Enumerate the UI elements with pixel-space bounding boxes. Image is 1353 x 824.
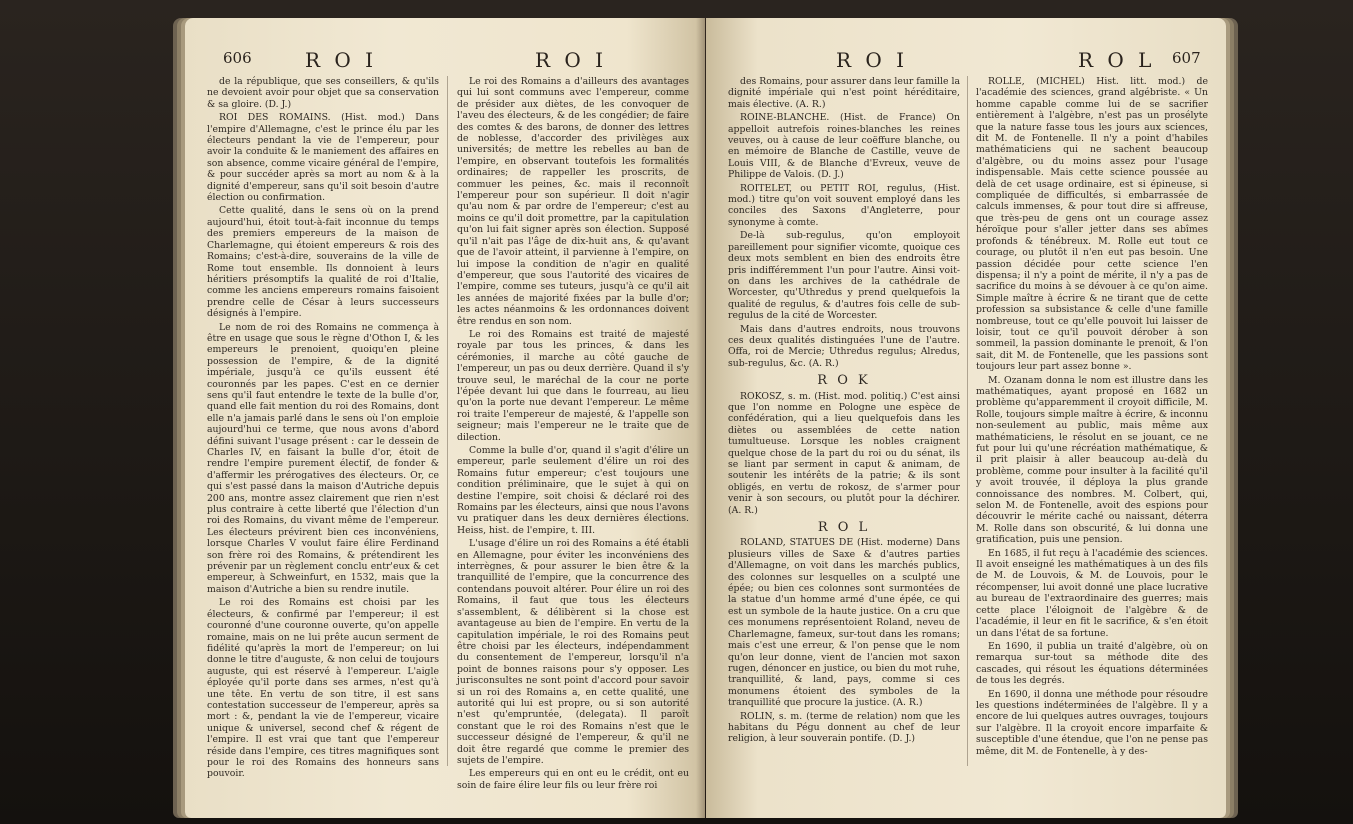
paragraph: ROLAND, STATUES DE (Hist. moderne) Dans plusieurs villes de Saxe & d'autres parties d'Allemagne, on voit dans les marchés publics, des colonnes sur lesquelles on a sculpté une épée; ou bien ces colonnes sont surmontées de la statue d'un homme armé d'une épée, ce qui est un symbole de la haute justice. On a cru que ces monumens représentoient Roland, neveu de Charlemagne, fameux, sur-tout dans les romans; mais c'est une erreur, & l'on pense que le nom qu'on leur donne, vient de l'ancien mot saxon rugen, dénoncer en justice, ou bien du mot ruhe, tranquillité, & land, pays, comme si ces monumens étoient des symboles de la tranquillité que procure la justice. (A. R.) [728,537,960,709]
column-rule [967,76,968,766]
running-head: R O I [535,48,608,72]
text-column-2 [457,76,689,793]
page-number: 606 [223,49,252,67]
section-heading: R O L [817,520,871,536]
paragraph: ROLIN, s. m. (terme de relation) nom que les habitans du Pégu donnent au chef de leur religion, à leur souverain pontife. (D. J.) [728,710,960,745]
paragraph: Mais dans d'autres endroits, nous trouvons ces deux qualités distinguées l'une de l'autre. Offa, roi de Mercie; Uthredus regulus; Alredus, sub-regulus, &c. (A. R.) [728,323,960,369]
paragraph: de la république, que ses conseillers, & qu'ils ne devoient avoir pour objet que sa conservation & sa gloire. (D. J.) [207,76,439,110]
paragraph: Les empereurs qui en ont eu le crédit, ont eu soin de faire élire leur fils ou leur frère roi [457,768,689,791]
paragraph: ROITELET, ou PETIT ROI, regulus, (Hist. mod.) titre qu'on voit souvent employé dans les conciles des Saxons d'Angleterre, pour synonyme à comte. [728,182,960,228]
paragraph: De-là sub-regulus, qu'on employoit pareillement pour signifier vicomte, quoique ces deux mots semblent en bien des endroits être pris indifféremment l'un pour l'autre. Ainsi voit-on dans les archives de la cathédrale de Worcester, qu'Uthredus y prend quelquefois la qualité de regulus, & d'autres fois celle de sub-regulus de la cité de Worcester. [728,230,960,322]
paragraph: Cette qualité, dans le sens où on la prend aujourd'hui, étoit tout-à-fait inconnue du temps des premiers empereurs de la maison de Charlemagne, qui étoient empereurs & rois des Romains; c'est-à-dire, souverains de la ville de Rome tout ensemble. Ils donnoient à leurs héritiers présomptifs la qualité de roi d'Italie, comme les anciens empereurs romains faisoient prendre celle de César à leurs successeurs désignés à l'empire. [207,205,439,320]
page-number: 607 [1172,49,1201,67]
section-heading: R O K [817,373,871,389]
paragraph: L'usage d'élire un roi des Romains a été établi en Allemagne, pour éviter les inconvéniens des interrègnes, & pour assurer le bien être & la tranquillité de l'empire, que la concurrence des contendans pouvoit altérer. Pour élire un roi des Romains, il faut que tous les électeurs s'assemblent, & délibèrent si la chose est avantageuse au bien de l'empire. En vertu de la capitulation impériale, le roi des Romains peut être choisi par les électeurs, indépendamment du consentement de l'empereur, lorsqu'il n'a point de bonnes raisons pour s'y opposer. Les jurisconsultes ne sont point d'accord pour savoir si un roi des Romains a, en cette qualité, une autorité qui lui est propre, ou si son autorité n'est qu'empruntée, (delegata). Il paroît constant que le roi des Romains n'est que le successeur désigné de l'empereur, & qu'il ne doit être regardé que comme le premier des sujets de l'empire. [457,538,689,766]
paragraph: Comme la bulle d'or, quand il s'agit d'élire un empereur, parle seulement d'élire un roi des Romains futur empereur; c'est toujours une condition préliminaire, que le sujet à qui on destine l'empire, soit choisi & déclaré roi des Romains par les électeurs, ainsi que nous l'avons vu pratiquer dans les deux dernières élections. Heiss, hist. de l'empire, t. III. [457,445,689,536]
text-column-1 [207,76,439,782]
paragraph: M. Ozanam donna le nom est illustre dans les mathématiques, ayant proposé en 1682 un problème qu'apparemment il croyoit difficile, M. Rolle, toujours simple maître à écrire, & inconnu non-seulement au public, mais même aux mathématiciens, le résolut en se jouant, ce ne fut pour lui qu'une récréation mathématique, & il prit plaisir à aller beaucoup au-delà du problème, comme pour insulter à la facilité qu'il y avoit trouvée, il déploya la plus grande connoissance des nombres. M. Colbert, qui, selon M. de Fontenelle, avoit des espions pour découvrir le mérite caché ou naissant, déterra M. Rolle dans son obscurité, & lui donna une gratification, puis une pension. [976,374,1208,546]
paragraph: En 1690, il donna une méthode pour résoudre les questions indéterminées de l'algèbre. Il y a encore de lui quelques autres ouvrages, toujours sur l'algèbre. Il la croyoit encore imparfaite & susceptible d'une étendue, que l'on ne pense pas même, dit M. de Fontenelle, à y des- [976,688,1208,757]
column-rule [447,76,448,766]
paragraph: ROINE-BLANCHE. (Hist. de France) On appelloit autrefois roines-blanches les reines veuves, ou à cause de leur coëffure blanche, ou en mémoire de Blanche de Castille, veuve de Louis VIII, & de Blanche d'Evreux, veuve de Philippe de Valois. (D. J.) [728,112,960,181]
paragraph: des Romains, pour assurer dans leur famille la dignité impériale qui n'est point héréditaire, mais élective. (A. R.) [728,76,960,110]
paragraph: En 1690, il publia un traité d'algèbre, où on remarqua sur-tout sa méthode dite des cascades, qui résout les équations déterminées de tous les degrés. [976,640,1208,687]
text-column-2 [976,76,1208,759]
paragraph: ROKOSZ, s. m. (Hist. mod. politiq.) C'est ainsi que l'on nomme en Pologne une espèce de confédération, qui a lieu quelquefois dans les diètes ou assemblées de cette nation tumultueuse. Lorsque les nobles craignent quelque chose de la part du roi ou du sénat, ils se liant par serment in caput & animam, de soutenir les intérêts de la patrie; & ils sont obligés, en vertu de rokosz, de s'armer pour venir à son secours, ou plutôt pour la déchirer. (A. R.) [728,390,960,516]
paragraph: Le nom de roi des Romains ne commença à être en usage que sous le règne d'Othon I, & les empereurs le prenoient, quoiqu'en pleine possession de l'empire, & de la dignité impériale, jusqu'à ce qu'ils eussent été couronnés par les papes. C'est en ce dernier sens qu'il faut entendre le texte de la bulle d'or, quand elle fait mention du roi des Romains, dont elle n'a jamais parlé dans le sens où l'on emploie aujourd'hui ce terme, que nous avons d'abord défini suivant l'usage présent : car le dessein de Charles IV, en faisant la bulle d'or, étoit de rendre l'empire purement électif, de fonder & d'affermir les prérogatives des électeurs. Or, ce qui s'est passé dans la maison d'Autriche depuis 200 ans, montre assez clairement que rien n'est plus contraire à cette liberté que l'élection d'un roi des Romains, du vivant même de l'empereur. Les électeurs prévirent bien ces inconvéniens, lorsque Charles V voulut faire élire Ferdinand son frère roi des Romains, & prétendirent les prévenir par un règlement conclu entr'eux & cet empereur, à Schweinfurt, en 1532, mais que la maison d'Autriche a bien su rendre inutile. [207,321,439,595]
right-page [706,18,1226,818]
paragraph: Le roi des Romains est choisi par les électeurs, & confirmé par l'empereur; il est couronné d'une couronne ouverte, qu'on appelle romaine, mais on ne lui prête aucun serment de fidélité qu'après la mort de l'empereur; on lui donne le titre d'auguste, & non celui de toujours auguste, qui est réservé à l'empereur. L'aigle éployée qu'il porte dans ses armes, n'est qu'à une tête. En vertu de son titre, il est sans contestation successeur de l'empereur, après sa mort : &, pendant la vie de l'empereur, vicaire unique & universel, second chef & régent de l'empire. Il est vrai que tant que l'empereur réside dans l'empire, ces titres magnifiques sont pour le roi des Romains des honneurs sans pouvoir. [207,597,439,780]
text-column-1 [728,76,960,747]
running-head: R O I [836,48,909,72]
paragraph: Le roi des Romains est traité de majesté royale par tous les princes, & dans les cérémonies, il marche au côté gauche de l'empereur, un pas ou deux derrière. Quand il s'y trouve seul, le maréchal de la cour ne porte l'épée devant lui que dans le fourreau, au lieu qu'on la porte nue devant l'empereur. Le même roi traite l'empereur de majesté, & l'appelle son seigneur; mais l'empereur ne le traite que de dilection. [457,328,689,443]
paragraph: ROI DES ROMAINS. (Hist. mod.) Dans l'empire d'Allemagne, c'est le prince élu par les électeurs pendant la vie de l'empereur, pour avoir la conduite & le maniement des affaires en son absence, comme vicaire général de l'empire, & pour succéder après sa mort au nom & à la dignité d'empereur, sans qu'il soit besoin d'autre élection ou confirmation. [207,112,439,204]
paragraph: Le roi des Romains a d'ailleurs des avantages qui lui sont communs avec l'empereur, comme de présider aux diètes, de les convoquer de l'aveu des électeurs, & de les congédier; de faire des comtes & des barons, de donner des lettres de noblesse, d'accorder des privilèges aux universités; de mettre les rebelles au ban de l'empire, en observant toutefois les formalités ordinaires; de rappeller les proscrits, de commuer les peines, &c. mais il reconnoît l'empereur pour son supérieur. Il doit n'agir qu'au nom & par ordre de l'empereur; c'est au moins ce qu'il doit promettre, par la capitulation qu'on lui fait signer après son élection. Supposé qu'il n'ait pas l'âge de dix-huit ans, & qu'avant que de l'avoir atteint, il parvienne à l'empire, on lui impose la condition de n'agir en qualité d'empereur, que sous l'autorité des vicaires de l'empire, comme ses tuteurs, jusqu'à ce qu'il ait les années de majorité fixées par la bulle d'or; les actes néanmoins & les ordonnances doivent être rendus en son nom. [457,76,689,327]
running-head: R O I [305,48,378,72]
paragraph: En 1685, il fut reçu à l'académie des sciences. Il avoit enseigné les mathématiques à un des fils de M. de Louvois, & M. de Louvois, pour le récompenser, lui avoit donné une place lucrative au bureau de l'extraordinaire des guerres; mais cette place l'éloignoit de l'algèbre & de l'académie, il leur en fit le sacrifice, & s'en étoit un dans l'état de sa fortune. [976,547,1208,639]
paragraph: ROLLE, (MICHEL) Hist. litt. mod.) de l'académie des sciences, grand algébriste. « Un homme capable comme lui de se sacrifier entièrement à l'algèbre, n'est pas un prosélyte que la nature fasse tous les jours aux sciences, dit M. de Fontenelle. Il n'y a point d'habiles mathématiciens qui ne sachent beaucoup d'algèbre, ou du moins assez pour l'usage indispensable. Mais cette science poussée au delà de cet usage ordinaire, est si épineuse, si compliquée de difficultés, si embarrassée de calculs immenses, & pour tout dire si affreuse, que très-peu de gens ont un courage assez héroïque pour s'aller jetter dans ses abîmes profonds & ténébreux. M. Rolle eut tout ce courage, ou plutôt il n'en eut pas besoin. Une passion décidée pour cette science l'en dispensa; il n'y a point de mérite, il n'y a pas de sacrifice du moins à se dévouer à ce qu'on aime. Simple maître à écrire & ne tirant que de cette profession sa subsistance & celle d'une famille nombreuse, tout ce qu'elle pouvoit lui laisser de loisir, tout ce qu'il pouvoit dérober à son sommeil, la passion dominante le prenoit, & l'on sait, dit M. de Fontenelle, que les passions sont toujours leur part assez bonne ». [976,76,1208,373]
running-head: R O L [1078,48,1156,72]
left-page [185,18,705,818]
